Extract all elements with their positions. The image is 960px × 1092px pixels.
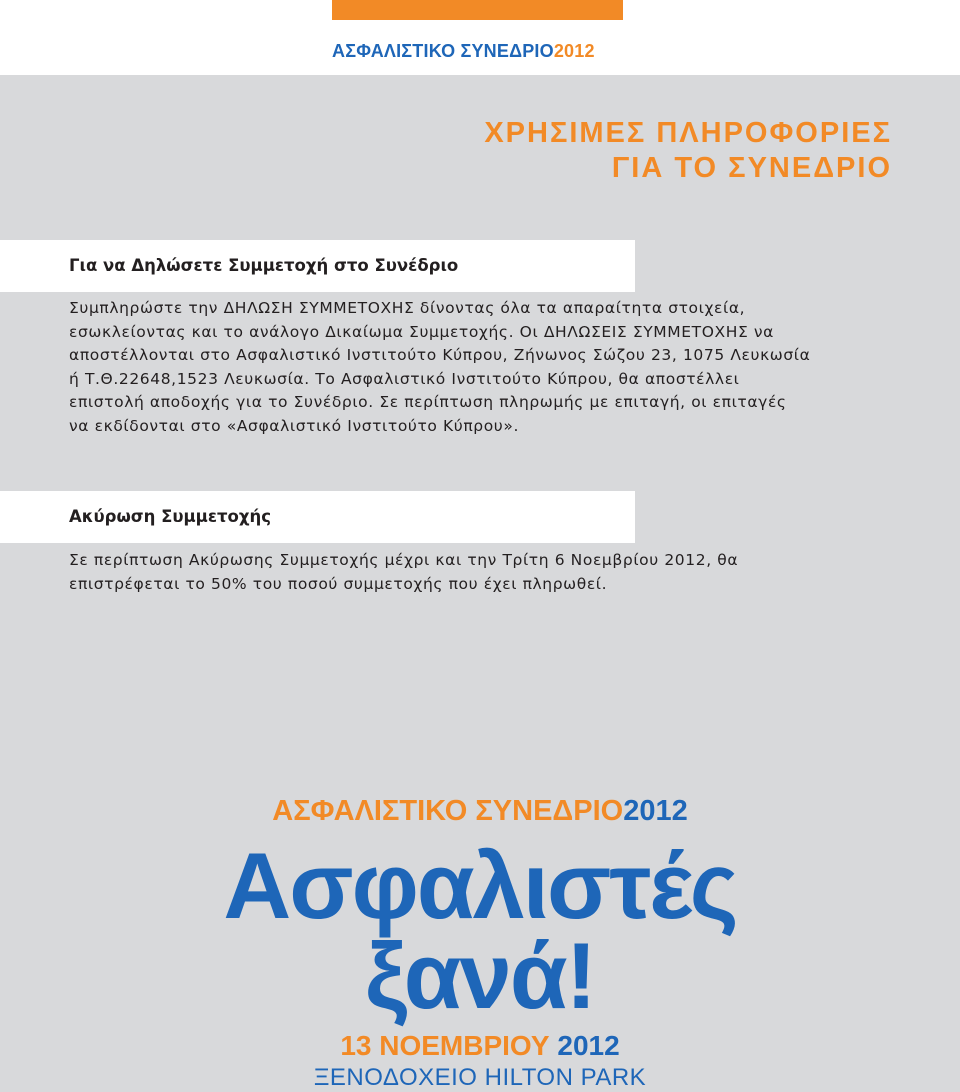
section-heading-bar-registration (0, 240, 635, 292)
text-line: επιστρέφεται το 50% του ποσού συμμετοχής που έχει πληρωθεί. (69, 574, 608, 593)
text-line: επιστολή αποδοχής για το Συνέδριο. Σε περίπτωση πληρωμής με επιταγή, οι επιταγές (69, 393, 787, 411)
registration-body-text (69, 297, 929, 438)
promo-brand-name: ΑΣΦΑΛΙΣΤΙΚΟ ΣΥΝΕΔΡΙΟ (272, 795, 624, 827)
section-heading-bar-cancellation (0, 491, 635, 543)
promo-brand (0, 795, 960, 828)
page-title-line-2: ΓΙΑ ΤΟ ΣΥΝΕΔΡΙΟ (611, 152, 892, 184)
cancellation-body-text (69, 549, 929, 596)
section-heading-registration: Για να Δηλώσετε Συμμετοχή στο Συνέδριο (69, 256, 459, 275)
text-line: αποστέλλονται στο Ασφαλιστικό Ινστιτούτο Κύπρου, Ζήνωνος Σώζου 23, 1075 Λευκωσία (69, 346, 811, 364)
slogan-line-1: Ασφαλιστές (223, 833, 737, 938)
event-date-year: 2012 (557, 1030, 620, 1061)
text-line: εσωκλείοντας και το ανάλογο Δικαίωμα Συμμετοχής. Οι ΔΗΛΩΣΕΙΣ ΣΥΜΜΕΤΟΧΗΣ να (69, 322, 774, 341)
header-brand (332, 36, 595, 66)
text-line: Σε περίπτωση Ακύρωσης Συμμετοχής μέχρι και την Τρίτη 6 Νοεμβρίου 2012, θα (69, 551, 739, 569)
header-accent-stripe (332, 0, 623, 20)
event-venue: ΞΕΝΟΔΟΧΕΙΟ HILTON PARK (313, 1064, 647, 1091)
text-line: ή Τ.Θ.22648,1523 Λευκωσία. Το Ασφαλιστικό Ινστιτούτο Κύπρου, θα αποστέλλει (69, 369, 740, 388)
text-line: να εκδίδονται στο «Ασφαλιστικό Ινστιτούτο Κύπρου». (69, 416, 519, 435)
event-date-text: 13 ΝΟΕΜΒΡΙΟΥ (340, 1030, 550, 1061)
slogan-line-2: ξανά! (365, 923, 595, 1028)
page-title (484, 116, 892, 186)
section-heading-cancellation: Ακύρωση Συμμετοχής (69, 507, 272, 526)
event-date (0, 1030, 960, 1062)
header-brand-name: ΑΣΦΑΛΙΣΤΙΚΟ ΣΥΝΕΔΡΙΟ (332, 41, 554, 61)
page-title-line-1: ΧΡΗΣΙΜΕΣ ΠΛΗΡΟΦΟΡΙΕΣ (484, 117, 892, 149)
promo-brand-year: 2012 (623, 795, 688, 827)
header-brand-year: 2012 (553, 41, 595, 61)
text-line: Συμπληρώστε την ΔΗΛΩΣΗ ΣΥΜΜΕΤΟΧΗΣ δίνοντας όλα τα απαραίτητα στοιχεία, (69, 299, 746, 317)
